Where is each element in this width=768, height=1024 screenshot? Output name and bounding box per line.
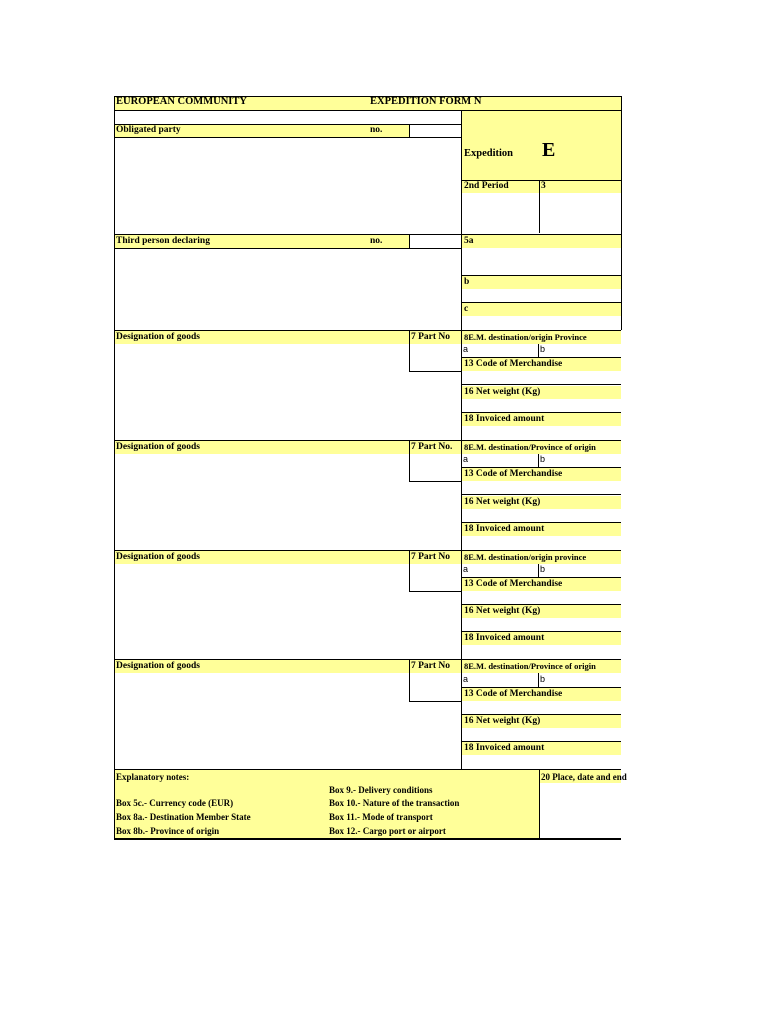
obligated-no-label: no. (370, 125, 383, 135)
third-person-label: Third person declaring (116, 236, 210, 246)
invoiced-field[interactable] (462, 426, 620, 439)
box-b-label: b (540, 454, 546, 464)
designation-label: Designation of goods (116, 661, 200, 671)
weight-field[interactable] (462, 728, 620, 742)
notes-title: Explanatory notes: (116, 772, 190, 782)
obligated-party-field[interactable] (115, 137, 460, 233)
weight-field[interactable] (462, 509, 620, 523)
box5c-label: c (464, 304, 469, 314)
box5b-band (461, 276, 621, 289)
code-field[interactable] (462, 481, 620, 495)
destination-label: 8E.M. destination/Province of origin (464, 442, 596, 452)
invoiced-field[interactable] (462, 645, 620, 659)
note-box10: Box 10.- Nature of the transaction (329, 798, 460, 808)
invoiced-field[interactable] (462, 755, 620, 769)
part-no-field[interactable] (410, 344, 460, 371)
weight-label: 16 Net weight (Kg) (464, 716, 541, 726)
weight-field[interactable] (462, 618, 620, 632)
box3-label: 3 (541, 181, 546, 191)
obligated-no-field[interactable] (409, 124, 461, 137)
obligated-party-label: Obligated party (116, 125, 181, 135)
third-person-field[interactable] (115, 248, 460, 330)
box-a-label: a (463, 564, 469, 574)
code-field[interactable] (462, 701, 620, 715)
invoiced-field[interactable] (462, 536, 620, 549)
weight-label: 16 Net weight (Kg) (464, 387, 541, 397)
form-title: EXPEDITION FORM N (370, 96, 482, 107)
designation-field[interactable] (115, 454, 408, 549)
code-field[interactable] (462, 591, 620, 605)
invoiced-label: 18 Invoiced amount (464, 524, 545, 534)
community-title: EUROPEAN COMMUNITY (116, 96, 247, 107)
code-label: 13 Code of Merchandise (464, 579, 563, 589)
box-b-label: b (540, 564, 546, 574)
invoiced-label: 18 Invoiced amount (464, 633, 545, 643)
destination-label: 8E.M. destination/origin province (464, 552, 587, 562)
box5c-field[interactable] (462, 316, 620, 330)
note-box11: Box 11.- Mode of transport (329, 812, 433, 822)
box-a-label: a (463, 674, 469, 684)
code-field[interactable] (462, 371, 620, 385)
box-a-label: a (463, 344, 469, 354)
expedition-box (461, 110, 621, 180)
box5a-field[interactable] (462, 248, 620, 275)
weight-label: 16 Net weight (Kg) (464, 606, 541, 616)
destination-label: 8E.M. destination/origin Province (464, 332, 587, 342)
box5a-band (461, 235, 621, 248)
expedition-label: Expedition (464, 148, 514, 159)
box-b-label: b (540, 674, 546, 684)
part-no-field[interactable] (410, 454, 460, 481)
invoiced-label: 18 Invoiced amount (464, 743, 545, 753)
box-a-label: a (463, 454, 469, 464)
weight-field[interactable] (462, 399, 620, 413)
box5a-label: 5a (464, 236, 474, 246)
expedition-letter: E (542, 139, 556, 161)
designation-field[interactable] (115, 673, 408, 769)
weight-label: 16 Net weight (Kg) (464, 497, 541, 507)
note-box8a: Box 8a.- Destination Member State (116, 812, 251, 822)
third-no-field[interactable] (409, 235, 461, 248)
code-label: 13 Code of Merchandise (464, 469, 563, 479)
designation-field[interactable] (115, 564, 408, 659)
invoiced-label: 18 Invoiced amount (464, 414, 545, 424)
code-label: 13 Code of Merchandise (464, 359, 563, 369)
box5c-band (461, 303, 621, 316)
note-box9: Box 9.- Delivery conditions (329, 785, 433, 795)
code-label: 13 Code of Merchandise (464, 689, 563, 699)
designation-label: Designation of goods (116, 442, 200, 452)
box20-field[interactable] (540, 784, 620, 837)
note-box5c: Box 5c.- Currency code (EUR) (116, 798, 234, 808)
destination-label: 8E.M. destination/Province of origin (464, 661, 596, 671)
note-box8b: Box 8b.- Province of origin (116, 826, 220, 836)
designation-label: Designation of goods (116, 552, 200, 562)
part-no-label: 7 Part No (411, 661, 451, 671)
period-field[interactable] (462, 193, 538, 233)
box5b-label: b (464, 277, 470, 287)
box5b-field[interactable] (462, 289, 620, 302)
part-no-field[interactable] (410, 564, 460, 591)
period-label: 2nd Period (464, 181, 509, 191)
third-no-label: no. (370, 236, 383, 246)
part-no-field[interactable] (410, 673, 460, 701)
part-no-label: 7 Part No. (411, 442, 453, 452)
designation-label: Designation of goods (116, 332, 200, 342)
box-b-label: b (540, 344, 546, 354)
box20-label: 20 Place, date and end (541, 772, 627, 782)
designation-field[interactable] (115, 344, 408, 439)
box3-field[interactable] (540, 193, 620, 233)
note-box12: Box 12.- Cargo port or airport (329, 826, 446, 836)
part-no-label: 7 Part No (411, 552, 451, 562)
part-no-label: 7 Part No (411, 332, 451, 342)
